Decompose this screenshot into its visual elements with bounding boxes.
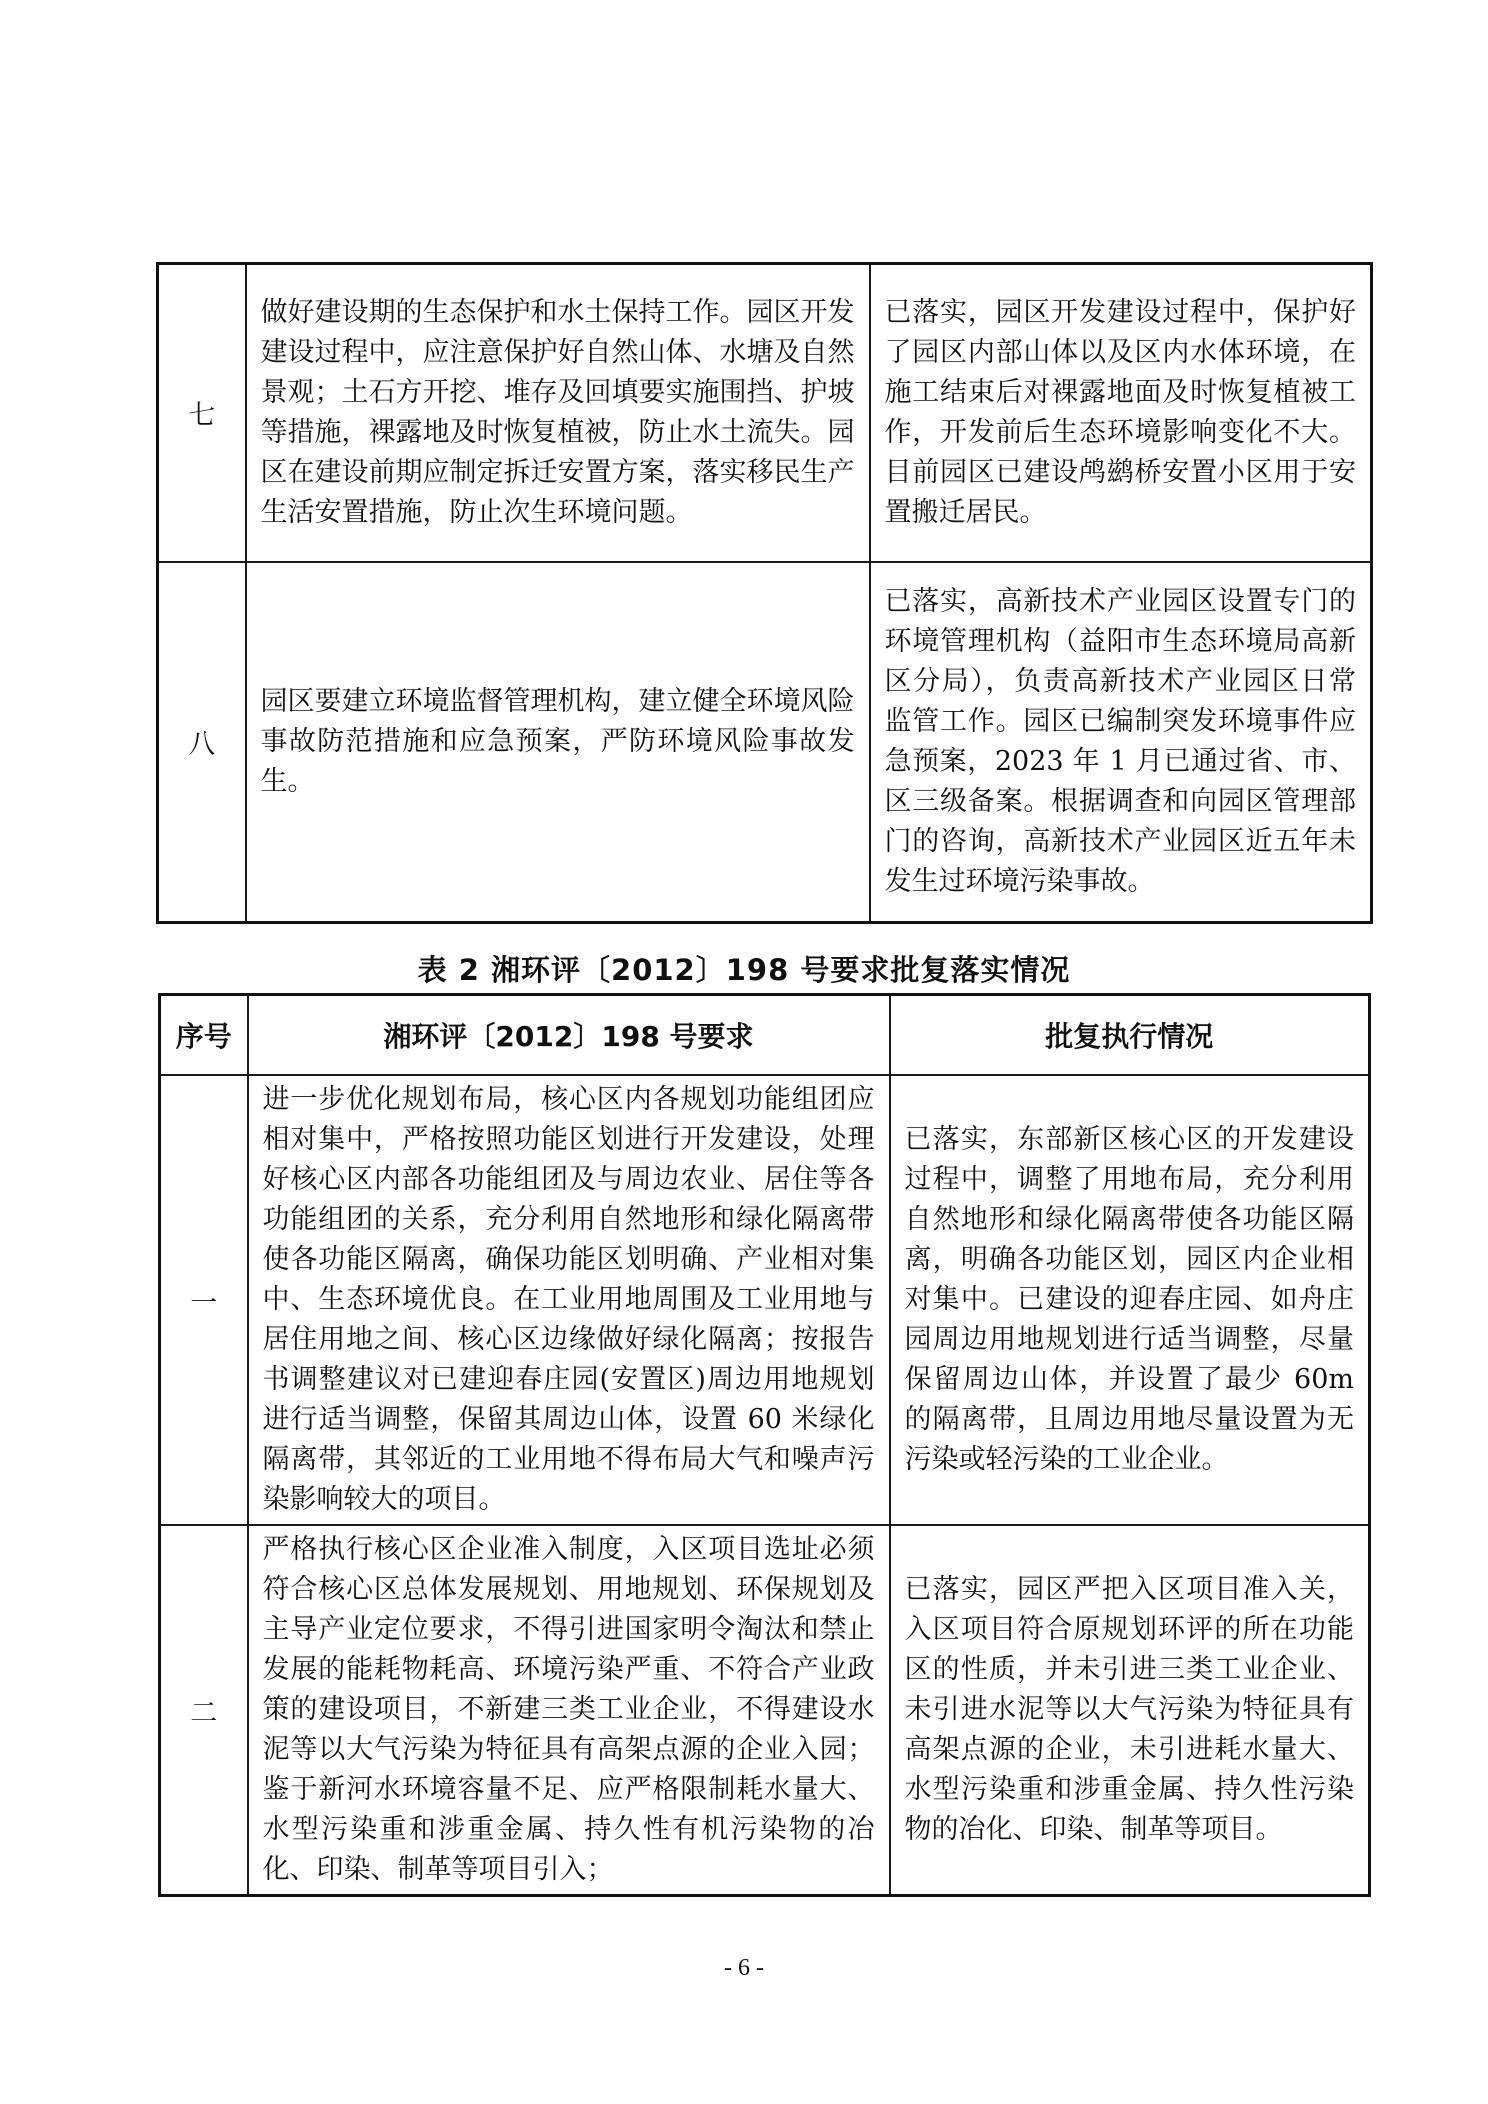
row-number: 八 xyxy=(158,562,246,923)
requirement-text: 进一步优化规划布局，核心区内各规划功能组团应相对集中，严格按照功能区划进行开发建设，处理好核心区内部各功能组团及与周边农业、居住等各功能组团的关系，充分利用自然地形和绿化隔离带使各功能区隔离，确保功能区划明确、产业相对集中、生态环境优良。在工业用地周围及工业用地与居住用地之间、核心区边缘做好绿化隔离；按报告书调整建议对已建迎春庄园(安置区)周边用地规划进行适当调整，保留其周边山体，设置 60 米绿化隔离带，其邻近的工业用地不得布局大气和噪声污染影响较大的项目。 xyxy=(248,1075,890,1525)
header-no: 序号 xyxy=(160,995,248,1076)
status-text: 已落实，东部新区核心区的开发建设过程中，调整了用地布局，充分利用自然地形和绿化隔离带使各功能区隔离，明确各功能区划，园区内企业相对集中。已建设的迎春庄园、如舟庄园周边用地规划进行适当调整，尽量保留周边山体，并设置了最少 60m 的隔离带，且周边用地尽量设置为无污染或轻污染的工业企业。 xyxy=(890,1075,1370,1525)
requirement-text: 做好建设期的生态保护和水土保持工作。园区开发建设过程中，应注意保护好自然山体、水塘及自然景观；土石方开挖、堆存及回填要实施围挡、护坡等措施，裸露地及时恢复植被，防止水土流失。园区在建设前期应制定拆迁安置方案，落实移民生产生活安置措施，防止次生环境问题。 xyxy=(246,264,870,562)
table-header-row xyxy=(160,995,1370,1076)
status-text: 已落实，园区严把入区项目准入关，入区项目符合原规划环评的所在功能区的性质，并未引进三类工业企业、未引进水泥等以大气污染为特征具有高架点源的企业，未引进耗水量大、水型污染重和涉重金属、持久性污染物的冶化、印染、制革等项目。 xyxy=(890,1525,1370,1896)
table-row xyxy=(160,1075,1370,1525)
row-number: 一 xyxy=(160,1075,248,1525)
header-status: 批复执行情况 xyxy=(890,995,1370,1076)
header-requirement: 湘环评〔2012〕198 号要求 xyxy=(248,995,890,1076)
table-row xyxy=(158,264,1372,562)
row-number: 二 xyxy=(160,1525,248,1896)
approval-implementation-table xyxy=(158,993,1371,1897)
requirement-text: 园区要建立环境监督管理机构，建立健全环境风险事故防范措施和应急预案，严防环境风险事故发生。 xyxy=(246,562,870,923)
row-number: 七 xyxy=(158,264,246,562)
table-caption: 表 2 湘环评〔2012〕198 号要求批复落实情况 xyxy=(417,953,1071,987)
status-text: 已落实，高新技术产业园区设置专门的环境管理机构（益阳市生态环境局高新区分局），负责高新技术产业园区日常监管工作。园区已编制突发环境事件应急预案，2023 年 1 月已通过省、市、区三级备案。根据调查和向园区管理部门的咨询，高新技术产业园区近五年未发生过环境污染事故。 xyxy=(870,562,1372,923)
status-text: 已落实，园区开发建设过程中，保护好了园区内部山体以及区内水体环境，在施工结束后对裸露地面及时恢复植被工作，开发前后生态环境影响变化不大。目前园区已建设鸬鹚桥安置小区用于安置搬迁居民。 xyxy=(870,264,1372,562)
table-row xyxy=(158,562,1372,923)
table-row xyxy=(160,1525,1370,1896)
requirement-text: 严格执行核心区企业准入制度，入区项目选址必须符合核心区总体发展规划、用地规划、环保规划及主导产业定位要求，不得引进国家明令淘汰和禁止发展的能耗物耗高、环境污染严重、不符合产业政策的建设项目，不新建三类工业企业，不得建设水泥等以大气污染为特征具有高架点源的企业入园；鉴于新河水环境容量不足、应严格限制耗水量大、水型污染重和涉重金属、持久性有机污染物的冶化、印染、制革等项目引入； xyxy=(248,1525,890,1896)
page-number: - 6 - xyxy=(724,1955,764,1981)
table-continued xyxy=(156,262,1373,924)
